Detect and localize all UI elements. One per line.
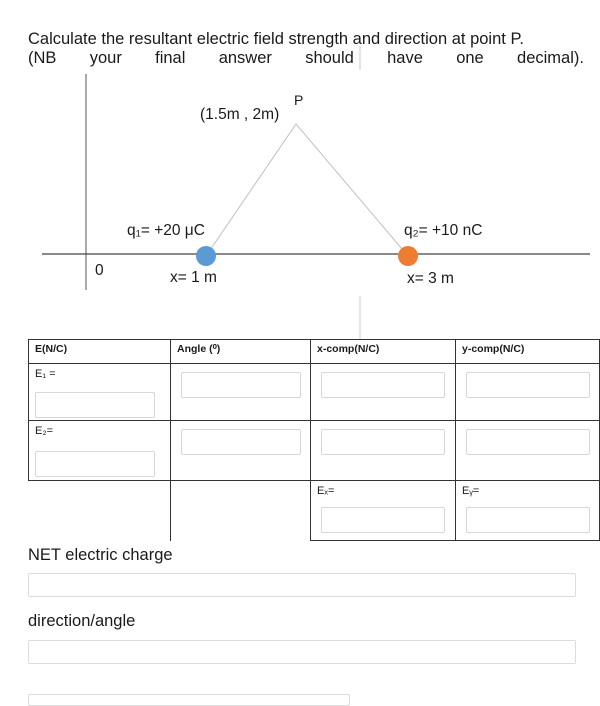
question-word: answer [218,49,272,67]
direction-label: direction/angle [28,612,136,630]
q2-charge [398,246,418,266]
question-word: final [155,49,186,67]
table-row-sum [29,481,600,541]
xcomp1-cell [311,364,456,421]
header-e: E(N/C) [29,340,171,364]
question-word: have [387,49,423,67]
e1-label: E₁ = [35,368,56,380]
xcomp2-cell [311,421,456,481]
xcomp1-input[interactable] [321,372,445,398]
table-row-e1 [29,364,600,421]
question-line-1: Calculate the resultant electric field strength and direction at point P. [28,30,524,48]
net-charge-label: NET electric charge [28,546,173,564]
ey-label: Eᵧ= [462,485,480,497]
q2-position-label: x= 3 m [407,270,454,287]
question-word: should [305,49,354,67]
ex-cell [311,481,456,541]
direction-input[interactable] [28,640,576,664]
diagram-lines [0,0,600,340]
ex-input[interactable] [321,507,445,533]
ycomp1-input[interactable] [466,372,590,398]
header-x-comp: x-comp(N/C) [311,340,456,364]
ey-cell [456,481,600,541]
origin-label: 0 [95,262,104,279]
ey-input[interactable] [466,507,590,533]
q1-charge [196,246,216,266]
question-word: your [89,49,122,67]
ycomp2-input[interactable] [466,429,590,455]
q1-label: q₁= +20 μC [127,222,205,239]
q1-to-p-line [206,124,296,256]
header-y-comp: y-comp(N/C) [456,340,600,364]
q2-to-p-line [296,124,408,256]
ycomp2-cell [456,421,600,481]
empty-cell [171,481,311,541]
empty-cell [29,481,171,541]
angle1-cell [171,364,311,421]
q1-position-label: x= 1 m [170,269,217,286]
e2-cell [29,421,171,481]
question-word: decimal). [517,49,584,67]
e2-input[interactable] [35,451,155,477]
point-p-coordinates: (1.5m , 2m) [200,106,280,123]
charge-diagram [0,0,600,340]
question-word: (NB [28,49,57,67]
point-p-label: P [294,92,304,108]
ycomp1-cell [456,364,600,421]
e1-cell [29,364,171,421]
extra-input-partial[interactable] [28,694,350,706]
table-header-row [29,340,600,364]
e1-input[interactable] [35,392,155,418]
header-angle: Angle (⁰) [171,340,311,364]
angle2-cell [171,421,311,481]
e2-label: E₂= [35,425,54,437]
table-row-e2 [29,421,600,481]
ex-label: Eₓ= [317,485,335,497]
xcomp2-input[interactable] [321,429,445,455]
question-word: one [456,49,484,67]
field-components-table [28,339,600,541]
angle1-input[interactable] [181,372,301,398]
angle2-input[interactable] [181,429,301,455]
net-charge-input[interactable] [28,573,576,597]
q2-label: q₂= +10 nC [404,222,483,239]
